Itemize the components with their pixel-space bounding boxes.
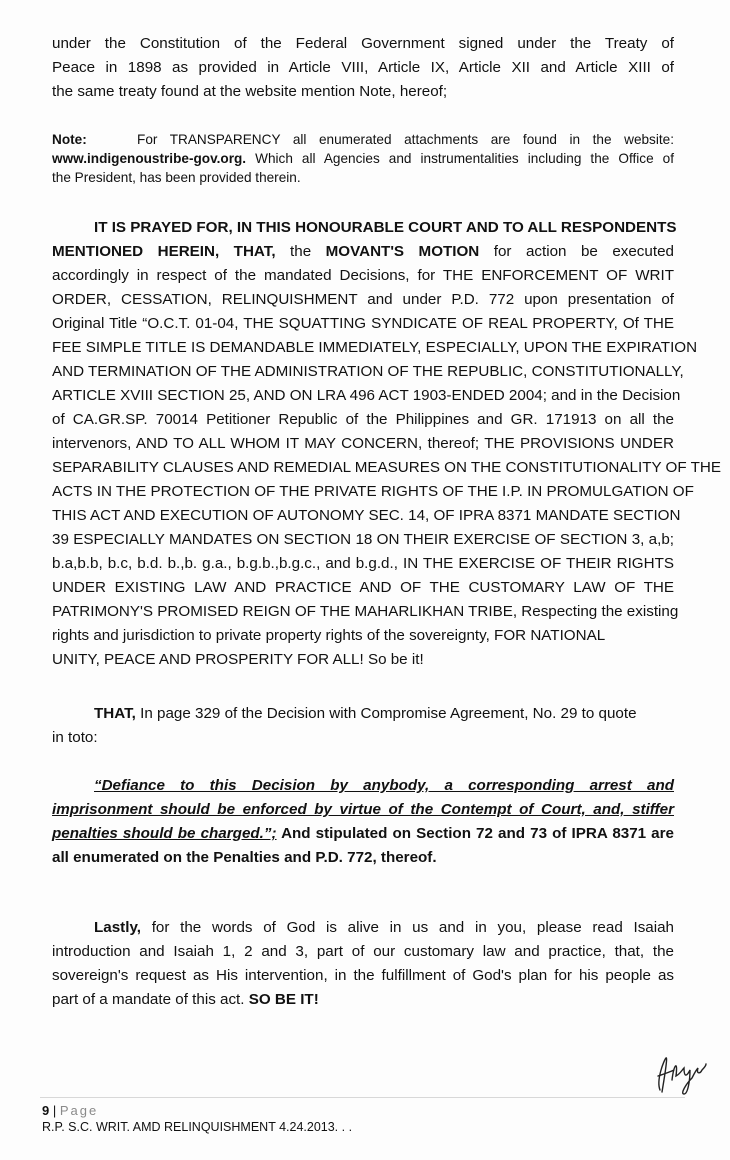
text-line: introduction and Isaiah 1, 2 and 3, part of our customary law and practice, that, the [52,943,674,960]
page-word: Page [59,1103,99,1118]
text-line: in toto: [52,729,98,746]
text-line: 39 ESPECIALLY MANDATES ON SECTION 18 ON THEIR EXERCISE OF SECTION 3, a,b; [52,531,674,548]
quoted-text: “Defiance to this Decision by anybody, a corresponding arrest and [94,777,674,794]
lastly-paragraph [52,916,674,1012]
text-line: the same treaty found at the website mention Note, hereof; [52,83,448,100]
quoted-text: imprisonment should be enforced by virtue of the Contempt of Court, and, stiffer [52,801,674,818]
page-number: 9 [42,1103,50,1118]
text-line: PATRIMONY'S PROMISED REIGN OF THE MAHARLIKHAN TRIBE, Respecting the existing [52,603,679,620]
page-separator: | [49,1103,60,1118]
prayer-paragraph [52,216,721,672]
website-link[interactable]: www.indigenoustribe-gov.org. [52,151,247,166]
text-line: ARTICLE XVIII SECTION 25, AND ON LRA 496 ACT 1903-ENDED 2004; and in the Decision [52,387,681,404]
that-paragraph [52,702,674,750]
note-text: the President, has been provided therein. [52,170,301,185]
text-fragment: In page 329 of the Decision with Compromise Agreement, No. 29 to quote [135,705,637,722]
quoted-text: penalties should be charged.”; [52,825,277,842]
note-label: Note: [52,132,87,147]
bold-text: MOVANT'S MOTION [325,243,480,260]
bold-text: And stipulated on Section 72 and 73 of IPRA 8371 are [276,825,674,842]
footer-divider [40,1097,685,1098]
text-fragment: for the words of God is alive in us and in you, please read Isaiah [141,919,674,936]
text-line: THIS ACT AND EXECUTION OF AUTONOMY SEC. 14, OF IPRA 8371 MANDATE SECTION [52,507,681,524]
text-line: accordingly in respect of the mandated Decisions, for THE ENFORCEMENT OF WRIT [52,267,674,284]
text-line: Original Title “O.C.T. 01-04, THE SQUATTING SYNDICATE OF REAL PROPERTY, Of THE [52,315,674,332]
text-line: b.a,b.b, b.c, b.d. b.,b. g.a., b.g.b.,b.g.c., and b.g.d., IN THE EXERCISE OF THEIR RIGHTS [52,555,674,572]
bold-text: all enumerated on the Penalties and P.D. 772, thereof. [52,849,437,866]
intro-paragraph [52,32,674,104]
page-indicator [42,1103,98,1118]
quote-paragraph [52,774,674,870]
text-line: SEPARABILITY CLAUSES AND REMEDIAL MEASURES ON THE CONSTITUTIONALITY OF THE [52,459,721,476]
text-line: FEE SIMPLE TITLE IS DEMANDABLE IMMEDIATELY, ESPECIALLY, UPON THE EXPIRATION [52,339,698,356]
text-line: Peace in 1898 as provided in Article VIII, Article IX, Article XII and Article XIII of [52,59,674,76]
note-text: For TRANSPARENCY all enumerated attachments are found in the website: [137,132,674,147]
text-line: of CA.GR.SP. 70014 Petitioner Republic of the Philippines and GR. 171913 on all the [52,411,674,428]
text-line: ORDER, CESSATION, RELINQUISHMENT and under P.D. 772 upon presentation of [52,291,674,308]
bold-text: Lastly, [94,919,141,936]
text-fragment: for action be executed [479,243,674,260]
note-paragraph [52,130,674,187]
text-fragment: part of a mandate of this act. [52,991,249,1008]
prayer-heading: IT IS PRAYED FOR, IN THIS HONOURABLE COURT AND TO ALL RESPONDENTS [94,219,677,236]
text-line: AND TERMINATION OF THE ADMINISTRATION OF THE REPUBLIC, CONSTITUTIONALLY, [52,363,684,380]
document-reference: R.P. S.C. WRIT. AMD RELINQUISHMENT 4.24.2013. . . [42,1120,353,1134]
note-text: Which all Agencies and instrumentalities including the Office of [246,151,674,166]
text-line: ACTS IN THE PROTECTION OF THE PRIVATE RIGHTS OF THE I.P. IN PROMULGATION OF [52,483,694,500]
text-line: intervenors, AND TO ALL WHOM IT MAY CONCERN, thereof; THE PROVISIONS UNDER [52,435,674,452]
text-line: rights and jurisdiction to private property rights of the sovereignty, FOR NATIONAL [52,627,606,644]
bold-text: THAT, [94,705,136,722]
text-line: sovereign's request as His intervention, in the fulfillment of God's plan for his people as [52,967,674,984]
bold-text: SO BE IT! [248,991,319,1008]
text-fragment: the [275,243,326,260]
signature-icon [650,1050,710,1098]
text-line: UNDER EXISTING LAW AND PRACTICE AND OF THE CUSTOMARY LAW OF THE [52,579,674,596]
text-line: UNITY, PEACE AND PROSPERITY FOR ALL! So be it! [52,651,424,668]
text-line: under the Constitution of the Federal Government signed under the Treaty of [52,35,674,52]
bold-text: MENTIONED HEREIN, THAT, [52,243,276,260]
